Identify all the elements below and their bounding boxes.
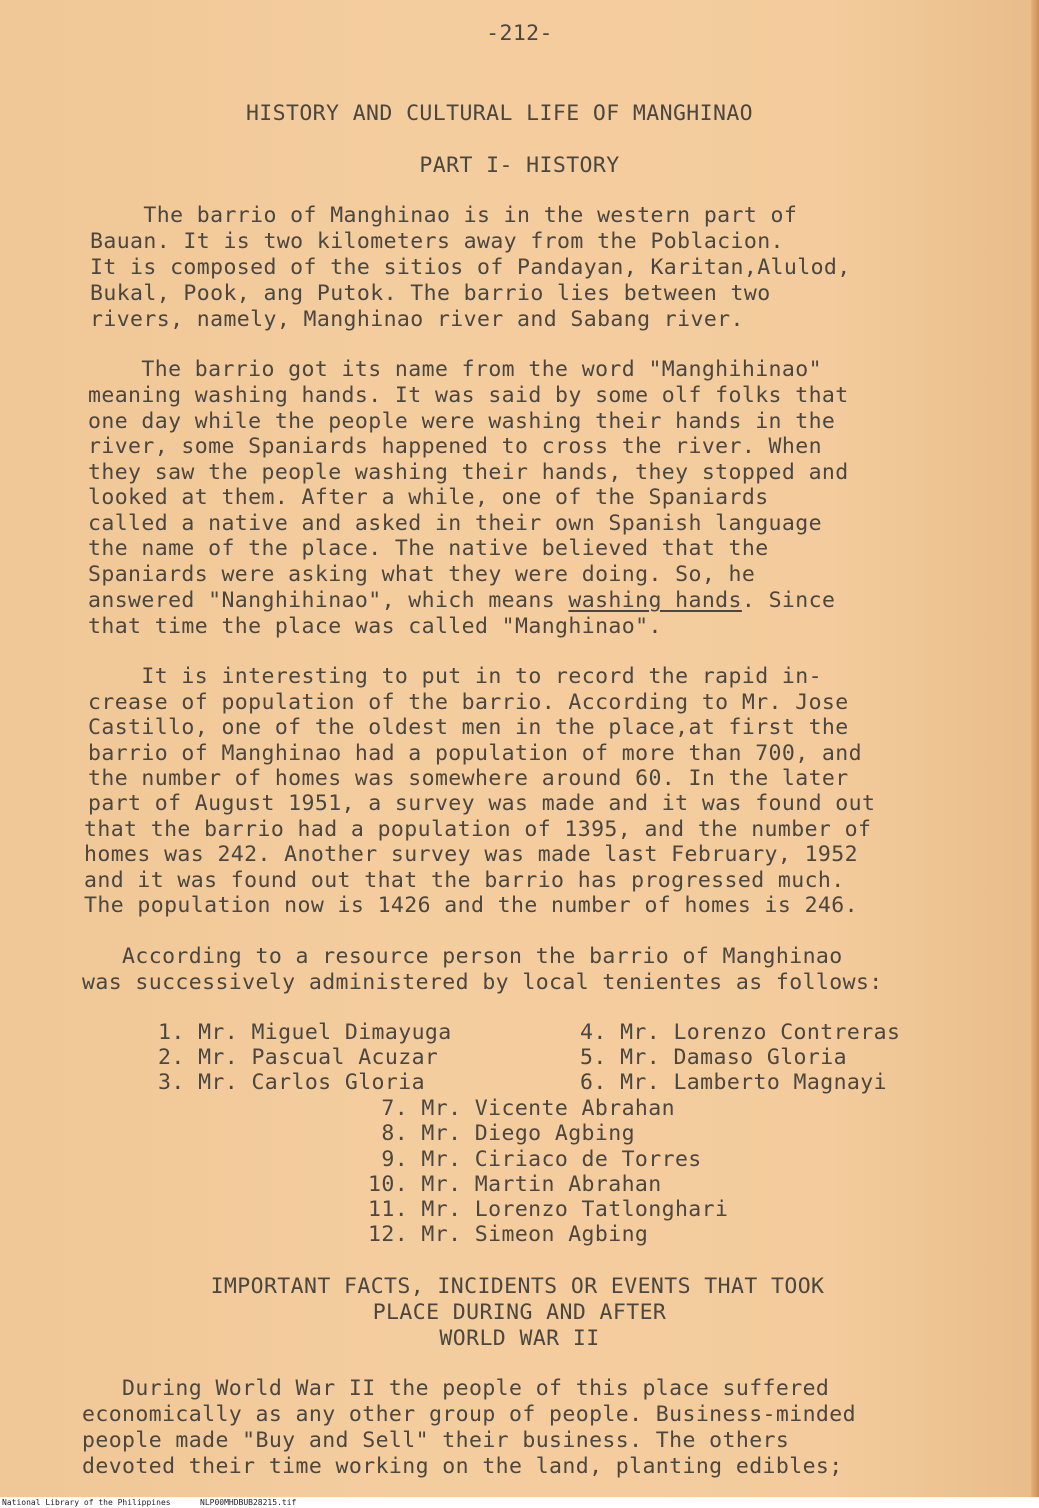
teniente-name: Mr. Pascual Acuzar [198,1045,439,1070]
document-title: HISTORY AND CULTURAL LIFE OF MANGHINAO [245,101,754,126]
paragraph-2-line: meaning washing hands. It was said by some olf folks that [88,383,849,408]
list-item [580,1070,887,1095]
list-item [368,1147,702,1172]
list-item [368,1096,675,1121]
teniente-name: Mr. Ciriaco de Torres [421,1147,702,1172]
paragraph-2-line: the name of the place. The native believed that the [88,536,769,561]
list-item [368,1121,635,1146]
teniente-name: Mr. Miguel Dimayuga [198,1020,452,1045]
paragraph-1-line: Bukal, Pook, ang Putok. The barrio lies between two [90,281,771,306]
paragraph-1-line: rivers, namely, Manghinao river and Sabang river. [90,307,744,332]
paragraph-2-line: Spaniards were asking what they were doing. So, he [88,562,756,587]
teniente-name: Mr. Vicente Abrahan [421,1096,675,1121]
list-number: 12. [368,1222,409,1247]
paragraph-3-line: the number of homes was somewhere around 60. In the later [88,766,849,791]
list-item [580,1045,847,1070]
list-item [158,1045,438,1070]
list-item [368,1172,662,1197]
list-item [158,1070,425,1095]
list-number: 1. [158,1020,185,1045]
paragraph-3-line: crease of population of the barrio. According to Mr. Jose [88,690,849,715]
list-number: 6. [580,1070,607,1095]
list-number: 5. [580,1045,607,1070]
part-heading: PART I- HISTORY [419,153,620,178]
paragraph-2-line: they saw the people washing their hands, they stopped and [88,460,849,485]
list-number: 4. [580,1020,607,1045]
paragraph-2-line: called a native and asked in their own Spanish language [88,511,822,536]
paragraph-3-line: barrio of Manghinao had a population of more than 700, and [88,741,862,766]
paragraph-3-line: The population now is 1426 and the number of homes is 246. [84,893,858,918]
paragraph-2-line: The barrio got its name from the word "Manghihinao" [88,357,822,382]
teniente-name: Mr. Lorenzo Tatlonghari [421,1197,729,1222]
paragraph-1-line: The barrio of Manghinao is in the western part of [90,203,798,228]
paragraph-5-line: people made "Buy and Sell" their business. The others [82,1428,790,1453]
teniente-name: Mr. Lamberto Magnayi [620,1070,887,1095]
paragraph-2-line: river, some Spaniards happened to cross the river. When [88,434,822,459]
paragraph-2-line: that time the place was called "Manghinao". [88,614,662,639]
list-item [580,1020,900,1045]
footer-filename: NLP00MHDBUB28215.tif [200,1498,297,1507]
list-item [368,1222,648,1247]
list-item [368,1197,728,1222]
paragraph-5-line: During World War II the people of this place suffered [82,1376,830,1401]
teniente-name: Mr. Simeon Agbing [421,1222,649,1247]
teniente-name: Mr. Lorenzo Contreras [620,1020,901,1045]
section-heading: IMPORTANT FACTS, INCIDENTS OR EVENTS THAT TOOK [210,1274,825,1299]
paragraph-2-line: looked at them. After a while, one of the Spaniards [88,485,769,510]
text-span: . Since [741,588,836,613]
paragraph-3-line: homes was 242. Another survey was made last February, 1952 [84,842,858,867]
teniente-name: Mr. Damaso Gloria [620,1045,847,1070]
teniente-name: Mr. Martin Abrahan [421,1172,662,1197]
list-number: 11. [368,1197,409,1222]
teniente-name: Mr. Diego Agbing [421,1121,635,1146]
list-number: 7. [368,1096,409,1121]
paragraph-2-line: one day while the people were washing their hands in the [88,409,836,434]
section-heading: PLACE DURING AND AFTER [372,1300,667,1325]
list-number: 8. [368,1121,409,1146]
paragraph-1-line: Bauan. It is two kilometers away from the Poblacion. [90,229,784,254]
scan-footer [0,1497,1039,1508]
paragraph-3-line: It is interesting to put in to record the rapid in- [88,664,822,689]
paragraph-2-line [88,588,835,613]
paragraph-4-line: was successively administered by local tenientes as follows: [82,970,883,995]
paragraph-5-line: economically as any other group of people. Business-minded [82,1402,856,1427]
list-number: 9. [368,1147,409,1172]
text-span: answered "Nanghihinao", which means [88,588,569,613]
paragraph-3-line: that the barrio had a population of 1395, and the number of [84,817,872,842]
list-number: 3. [158,1070,185,1095]
paragraph-3-line: part of August 1951, a survey was made and it was found out [88,791,876,816]
underlined-phrase: washing hands [568,588,742,613]
page-number: -212- [486,21,553,46]
paragraph-1-line: It is composed of the sitios of Pandayan, Karitan,Alulod, [90,255,851,280]
section-heading: WORLD WAR II [439,1326,600,1351]
list-item [158,1020,452,1045]
paragraph-3-line: Castillo, one of the oldest men in the place,at first the [88,715,849,740]
paragraph-5-line: devoted their time working on the land, planting edibles; [82,1454,843,1479]
footer-library: National Library of the Philippines [2,1498,171,1507]
paragraph-4-line: According to a resource person the barrio of Manghinao [82,944,843,969]
list-number: 10. [368,1172,409,1197]
list-number: 2. [158,1045,185,1070]
paragraph-3-line: and it was found out that the barrio has progressed much. [84,868,845,893]
teniente-name: Mr. Carlos Gloria [198,1070,425,1095]
